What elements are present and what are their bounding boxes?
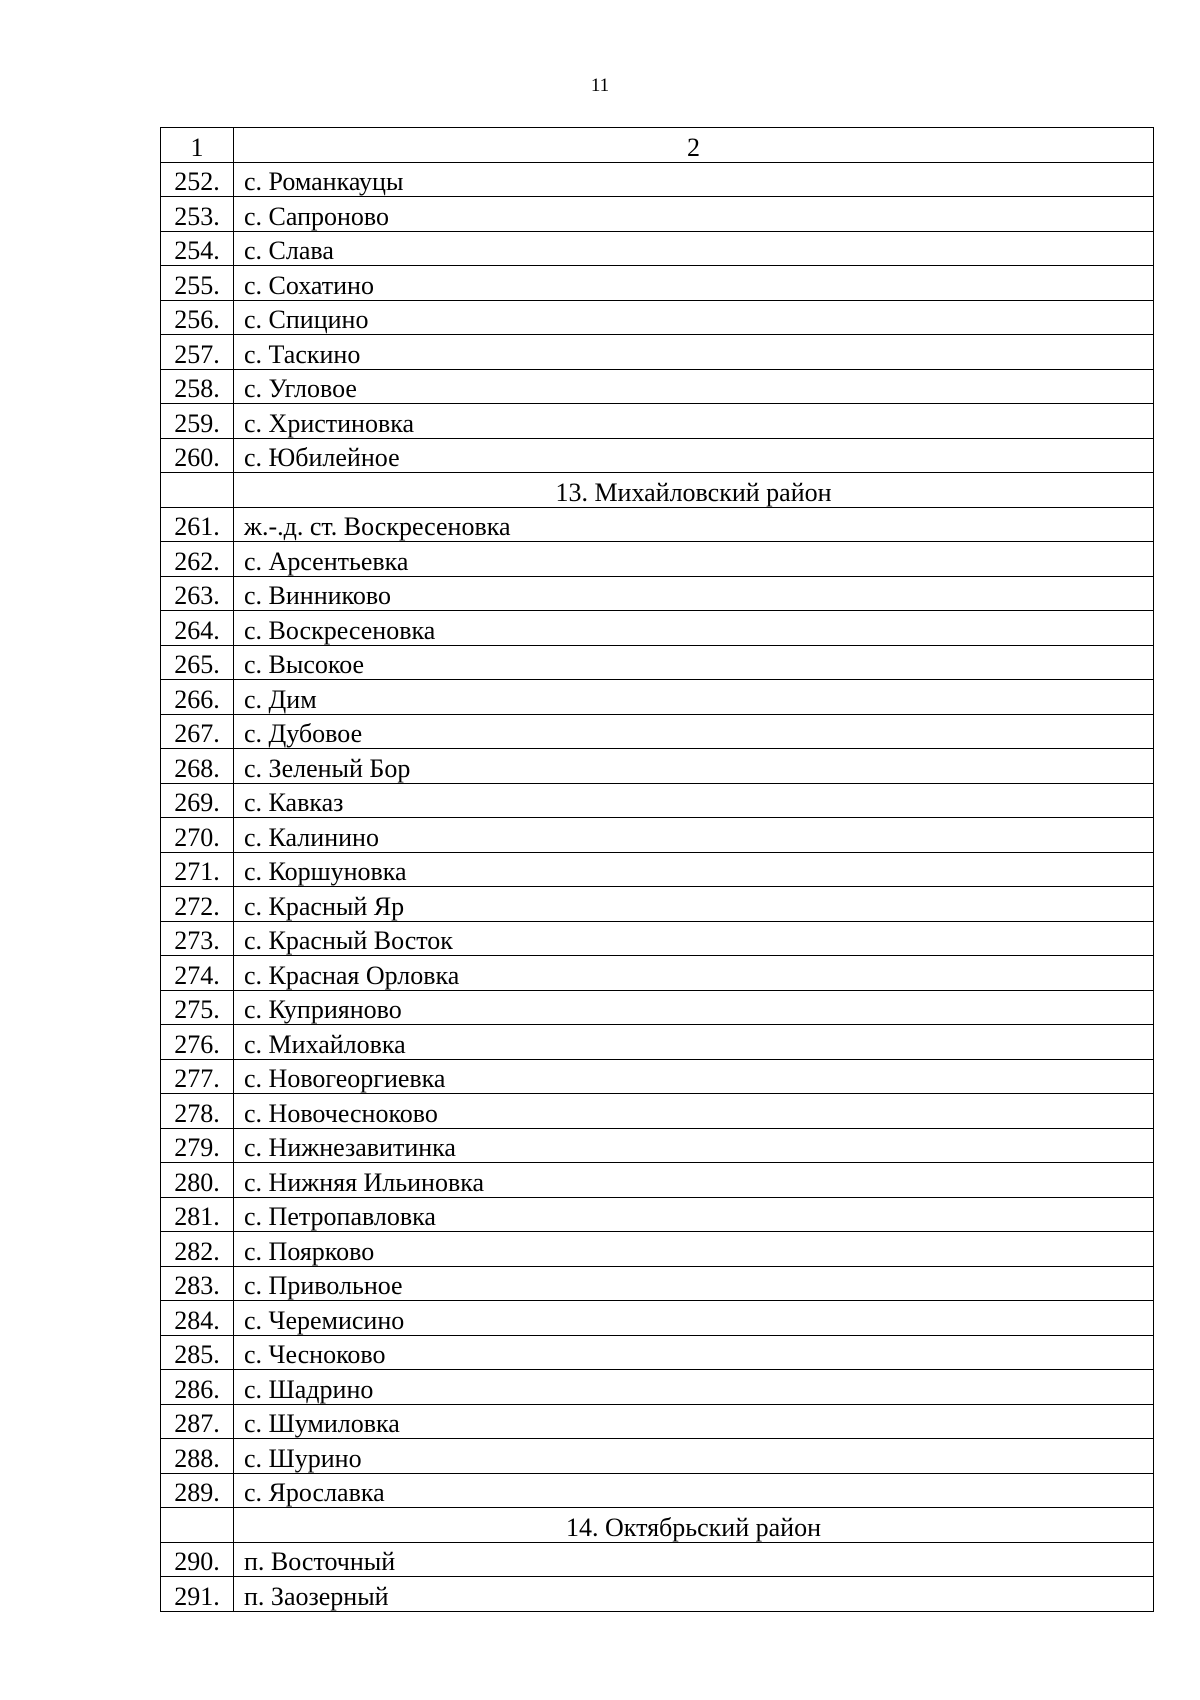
row-number: 277. (161, 1059, 234, 1094)
table-row (161, 680, 1154, 715)
table-row (161, 749, 1154, 784)
settlement-name: с. Спицино (234, 300, 1154, 335)
row-number: 274. (161, 956, 234, 991)
settlement-name: п. Заозерный (234, 1577, 1154, 1612)
row-number: 266. (161, 680, 234, 715)
table-row (161, 231, 1154, 266)
table-row (161, 1163, 1154, 1198)
settlement-name: с. Ярославка (234, 1473, 1154, 1508)
settlement-name: с. Михайловка (234, 1025, 1154, 1060)
row-number: 282. (161, 1232, 234, 1267)
table-row (161, 404, 1154, 439)
row-number: 256. (161, 300, 234, 335)
row-number: 283. (161, 1266, 234, 1301)
row-number: 289. (161, 1473, 234, 1508)
table-row (161, 1059, 1154, 1094)
table-row (161, 335, 1154, 370)
table-row (161, 818, 1154, 853)
table-row (161, 1473, 1154, 1508)
row-number: 265. (161, 645, 234, 680)
row-number: 278. (161, 1094, 234, 1129)
row-number: 285. (161, 1335, 234, 1370)
table-row (161, 921, 1154, 956)
table-header-row (161, 128, 1154, 163)
table-row (161, 1439, 1154, 1474)
table-row (161, 1025, 1154, 1060)
settlement-name: с. Нижнезавитинка (234, 1128, 1154, 1163)
settlement-name: с. Таскино (234, 335, 1154, 370)
table-row (161, 1542, 1154, 1577)
settlement-name: с. Романкауцы (234, 162, 1154, 197)
settlement-name: с. Петропавловка (234, 1197, 1154, 1232)
row-number: 276. (161, 1025, 234, 1060)
settlement-name: с. Куприяново (234, 990, 1154, 1025)
table-row (161, 300, 1154, 335)
table-row (161, 990, 1154, 1025)
row-number: 284. (161, 1301, 234, 1336)
settlement-name: с. Шадрино (234, 1370, 1154, 1405)
row-number: 273. (161, 921, 234, 956)
row-number: 268. (161, 749, 234, 784)
row-number: 270. (161, 818, 234, 853)
row-number: 267. (161, 714, 234, 749)
settlement-name: с. Нижняя Ильиновка (234, 1163, 1154, 1198)
settlement-name: с. Шумиловка (234, 1404, 1154, 1439)
row-number: 260. (161, 438, 234, 473)
table-row (161, 369, 1154, 404)
settlement-name: ж.-.д. ст. Воскресеновка (234, 507, 1154, 542)
column-header-number: 1 (161, 128, 234, 163)
section-title: 14. Октябрьский район (234, 1508, 1154, 1543)
row-number: 272. (161, 887, 234, 922)
row-number: 258. (161, 369, 234, 404)
row-number: 271. (161, 852, 234, 887)
settlement-name: с. Дим (234, 680, 1154, 715)
table-row (161, 438, 1154, 473)
column-header-name: 2 (234, 128, 1154, 163)
table-row (161, 507, 1154, 542)
settlement-name: с. Красный Яр (234, 887, 1154, 922)
table-row (161, 956, 1154, 991)
row-number: 252. (161, 162, 234, 197)
row-number: 290. (161, 1542, 234, 1577)
row-number: 263. (161, 576, 234, 611)
table-row (161, 1370, 1154, 1405)
table-row (161, 162, 1154, 197)
settlement-name: с. Юбилейное (234, 438, 1154, 473)
section-header-row (161, 473, 1154, 508)
table-row (161, 576, 1154, 611)
section-title: 13. Михайловский район (234, 473, 1154, 508)
table-row (161, 1094, 1154, 1129)
table-row (161, 542, 1154, 577)
settlement-name: с. Арсентьевка (234, 542, 1154, 577)
settlement-name: с. Коршуновка (234, 852, 1154, 887)
table-row (161, 1128, 1154, 1163)
row-number: 264. (161, 611, 234, 646)
settlement-name: с. Сапроново (234, 197, 1154, 232)
settlement-name: с. Высокое (234, 645, 1154, 680)
table-row (161, 1266, 1154, 1301)
table-row (161, 887, 1154, 922)
row-number: 261. (161, 507, 234, 542)
row-number: 262. (161, 542, 234, 577)
settlement-name: с. Красная Орловка (234, 956, 1154, 991)
settlement-name: с. Калинино (234, 818, 1154, 853)
table-row (161, 1232, 1154, 1267)
settlement-name: с. Шурино (234, 1439, 1154, 1474)
table-row (161, 1335, 1154, 1370)
table-row (161, 783, 1154, 818)
settlement-name: с. Зеленый Бор (234, 749, 1154, 784)
settlement-name: с. Воскресеновка (234, 611, 1154, 646)
row-number: 257. (161, 335, 234, 370)
settlement-name: с. Угловое (234, 369, 1154, 404)
settlement-name: с. Новогеоргиевка (234, 1059, 1154, 1094)
table-row (161, 1577, 1154, 1612)
settlement-name: с. Красный Восток (234, 921, 1154, 956)
settlement-name: с. Винниково (234, 576, 1154, 611)
table-row (161, 645, 1154, 680)
settlement-name: с. Сохатино (234, 266, 1154, 301)
page-number: 11 (590, 75, 610, 96)
row-number: 275. (161, 990, 234, 1025)
settlement-name: с. Чесноково (234, 1335, 1154, 1370)
row-number: 254. (161, 231, 234, 266)
section-header-row (161, 1508, 1154, 1543)
settlement-name: с. Новочесноково (234, 1094, 1154, 1129)
settlement-name: с. Кавказ (234, 783, 1154, 818)
table-row (161, 1197, 1154, 1232)
table-row (161, 197, 1154, 232)
row-number: 279. (161, 1128, 234, 1163)
row-number: 281. (161, 1197, 234, 1232)
table-row (161, 1404, 1154, 1439)
settlement-name: с. Слава (234, 231, 1154, 266)
settlement-name: с. Привольное (234, 1266, 1154, 1301)
row-number: 255. (161, 266, 234, 301)
row-number: 259. (161, 404, 234, 439)
row-number: 286. (161, 1370, 234, 1405)
table-row (161, 714, 1154, 749)
table-row (161, 852, 1154, 887)
section-number-cell (161, 1508, 234, 1543)
row-number: 291. (161, 1577, 234, 1612)
section-number-cell (161, 473, 234, 508)
row-number: 280. (161, 1163, 234, 1198)
table-row (161, 611, 1154, 646)
row-number: 288. (161, 1439, 234, 1474)
table-row (161, 1301, 1154, 1336)
row-number: 287. (161, 1404, 234, 1439)
settlement-name: с. Поярково (234, 1232, 1154, 1267)
table-row (161, 266, 1154, 301)
settlements-table (160, 127, 1154, 1612)
settlement-name: с. Христиновка (234, 404, 1154, 439)
settlement-name: с. Дубовое (234, 714, 1154, 749)
settlement-name: п. Восточный (234, 1542, 1154, 1577)
settlement-name: с. Черемисино (234, 1301, 1154, 1336)
row-number: 269. (161, 783, 234, 818)
row-number: 253. (161, 197, 234, 232)
